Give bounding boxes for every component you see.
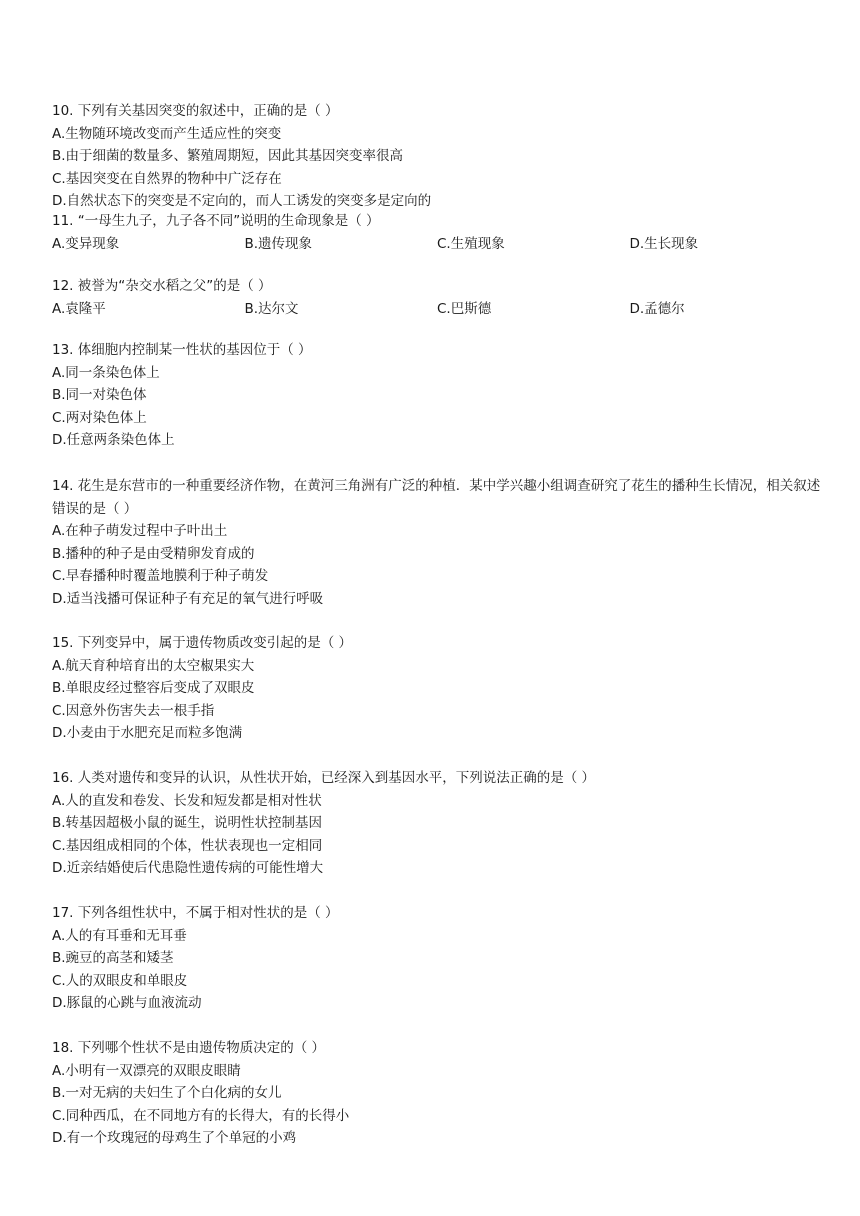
question-13 [52, 339, 822, 452]
option-d: D.任意两条染色体上 [52, 432, 175, 448]
option-c: C.因意外伤害失去一根手指 [52, 702, 215, 719]
option-a: A.航天育种培育出的太空椒果实大 [52, 657, 255, 674]
question-stem: 16. 人类对遗传和变异的认识，从性状开始，已经深入到基因水平，下列说法正确的是（ ） [52, 770, 596, 786]
question-stem: 13. 体细胞内控制某一性状的基因位于（ ） [52, 342, 312, 358]
option-c: C.巴斯德 [437, 300, 492, 317]
options-row [52, 233, 822, 256]
question-stem: 15. 下列变异中，属于遗传物质改变引起的是（ ） [52, 635, 353, 651]
option-d: D.自然状态下的突变是不定向的，而人工诱发的突变多是定向的 [52, 193, 432, 209]
question-16 [52, 767, 822, 880]
option-d: D.豚鼠的心跳与血液流动 [52, 995, 202, 1011]
option-b: B.转基因超极小鼠的诞生，说明性状控制基因 [52, 815, 323, 831]
option-c: C.同种西瓜，在不同地方有的长得大，有的长得小 [52, 1107, 350, 1124]
question-stem: 12. 被誉为“杂交水稻之父”的是（ ） [52, 278, 272, 294]
option-b: B.一对无病的夫妇生了个白化病的女儿 [52, 1085, 282, 1101]
question-17 [52, 902, 822, 1015]
question-stem: 11. “一母生九子，九子各不同”说明的生命现象是（ ） [52, 213, 380, 229]
option-b: B.由于细菌的数量多、繁殖周期短，因此其基因突变率很高 [52, 148, 404, 164]
option-d: D.生长现象 [629, 235, 699, 252]
option-a: A.变异现象 [52, 235, 120, 252]
option-d: D.近亲结婚使后代患隐性遗传病的可能性增大 [52, 860, 324, 876]
option-c: C.基因组成相同的个体，性状表现也一定相同 [52, 837, 323, 854]
options-row [52, 298, 822, 321]
option-d: D.适当浅播可保证种子有充足的氧气进行呼吸 [52, 590, 324, 607]
question-18 [52, 1037, 822, 1150]
option-c: C.两对染色体上 [52, 409, 147, 426]
option-b: B.遗传现象 [244, 235, 313, 252]
option-d: D.孟德尔 [629, 300, 685, 317]
option-c: C.基因突变在自然界的物种中广泛存在 [52, 170, 282, 187]
question-stem: 14. 花生是东营市的一种重要经济作物，在黄河三角洲有广泛的种植．某中学兴趣小组调查研究了花生的播种生长情况，相关叙述错误的是（ ） [52, 478, 821, 517]
option-a: A.袁隆平 [52, 300, 106, 317]
option-c: C.生殖现象 [437, 235, 505, 252]
question-14 [52, 475, 822, 610]
option-b: B.达尔文 [244, 300, 299, 317]
question-12 [52, 275, 822, 320]
option-a: A.小明有一双漂亮的双眼皮眼睛 [52, 1062, 241, 1079]
option-a: A.在种子萌发过程中子叶出土 [52, 523, 228, 539]
option-b: B.播种的种子是由受精卵发育成的 [52, 545, 255, 562]
option-d: D.小麦由于水肥充足而粒多饱满 [52, 725, 243, 741]
option-a: A.同一条染色体上 [52, 364, 160, 381]
option-d: D.有一个玫瑰冠的母鸡生了个单冠的小鸡 [52, 1130, 297, 1146]
question-11 [52, 210, 822, 255]
option-b: B.豌豆的高茎和矮茎 [52, 950, 174, 966]
option-c: C.早春播种时覆盖地膜利于种子萌发 [52, 568, 269, 584]
question-15 [52, 632, 822, 745]
question-10 [52, 100, 822, 213]
question-stem: 17. 下列各组性状中，不属于相对性状的是（ ） [52, 905, 339, 921]
question-stem: 18. 下列哪个性状不是由遗传物质决定的（ ） [52, 1040, 326, 1056]
option-a: A.生物随环境改变而产生适应性的突变 [52, 125, 282, 142]
option-c: C.人的双眼皮和单眼皮 [52, 972, 188, 989]
option-b: B.同一对染色体 [52, 387, 147, 403]
question-stem: 10. 下列有关基因突变的叙述中，正确的是（ ） [52, 103, 339, 119]
option-b: B.单眼皮经过整容后变成了双眼皮 [52, 680, 255, 696]
option-a: A.人的直发和卷发、长发和短发都是相对性状 [52, 792, 322, 809]
option-a: A.人的有耳垂和无耳垂 [52, 927, 187, 944]
